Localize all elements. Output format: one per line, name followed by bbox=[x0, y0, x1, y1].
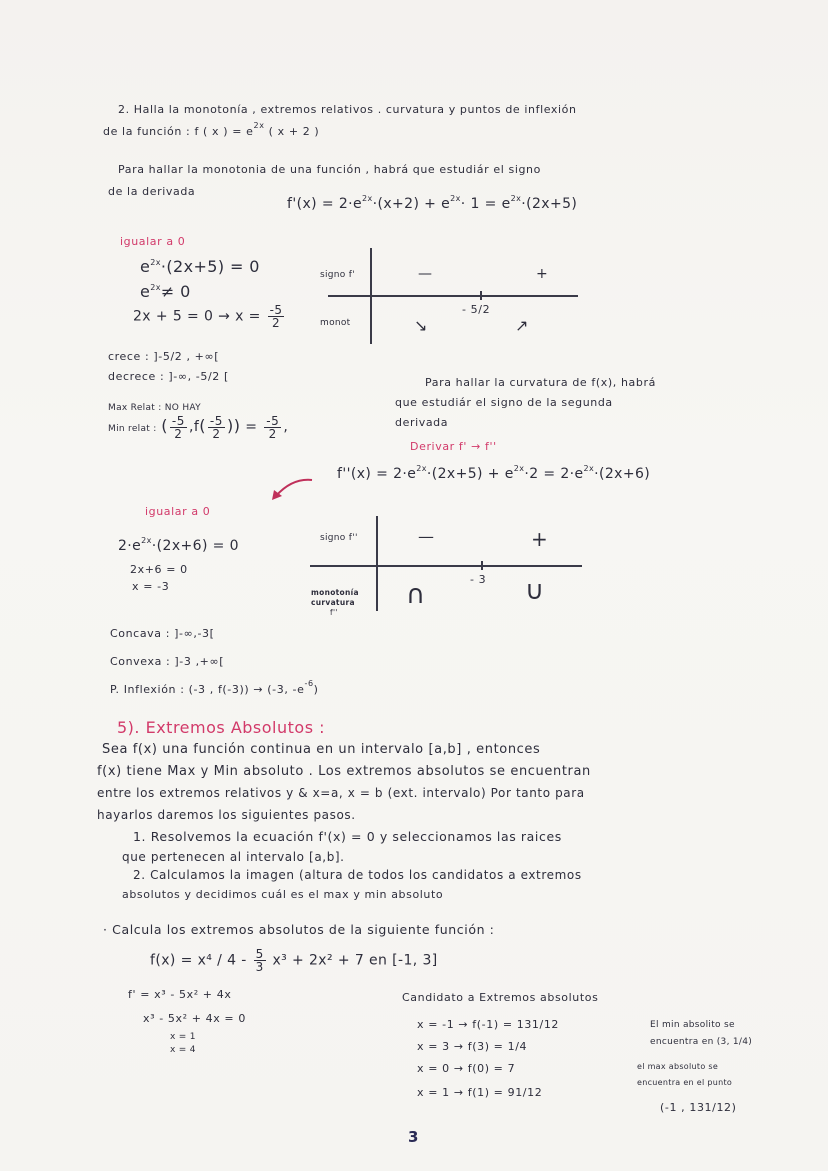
example-derivative: f' = x³ - 5x² + 4x bbox=[128, 988, 232, 1001]
example-function: f(x) = x⁴ / 4 - $\frac{5}{3}$ x³ + 2x² + 7 en [-1, 3] bbox=[150, 947, 438, 974]
row-label-sign: signo f' bbox=[320, 270, 356, 280]
min-note-line1: El min absolito se bbox=[650, 1020, 735, 1030]
exercise-title-line1: 2. Halla la monotonía , extremos relativos . curvatura y puntos de inflexión bbox=[118, 103, 577, 116]
max-note-line3: (-1 , 131/12) bbox=[660, 1101, 737, 1114]
example-root-1: x = 1 bbox=[170, 1032, 196, 1042]
concave-up-icon: ∪ bbox=[525, 576, 545, 606]
row-label-monotony: monotonía bbox=[311, 588, 359, 597]
equation-5: 2x+6 = 0 bbox=[130, 563, 188, 576]
sign-positive: + bbox=[531, 527, 549, 551]
section-heading-absolute-extrema: 5). Extremos Absolutos : bbox=[117, 718, 325, 737]
concave-interval: Concava : ]-∞,-3[ bbox=[110, 627, 215, 640]
section5-paragraph-line3: entre los extremos relativos y & x=a, x = b (ext. intervalo) Por tanto para bbox=[97, 786, 585, 800]
row-label-monotony: monot bbox=[320, 318, 351, 328]
min-relative: Min relat : ( $\frac{-5}{2}$ ,f( $\frac{-5}{2}$ )) = $\frac{-5}{2}$ , bbox=[108, 414, 289, 441]
candidate-item: x = 3 → f(3) = 1/4 bbox=[417, 1040, 528, 1053]
concave-down-icon: ∩ bbox=[406, 580, 426, 610]
step2-line2: absolutos y decidimos cuál es el max y min absoluto bbox=[122, 888, 444, 901]
candidates-title: Candidato a Extremos absolutos bbox=[402, 991, 599, 1004]
example-root-2: x = 4 bbox=[170, 1045, 196, 1055]
sign-negative: — bbox=[418, 527, 435, 546]
equation-6: x = -3 bbox=[132, 580, 170, 593]
equation-1: $e^{2x}\cdot(2x+5) = 0$ bbox=[140, 257, 260, 276]
row-label-f2: f'' bbox=[330, 608, 338, 617]
sign-negative: — bbox=[418, 266, 433, 282]
curvature-intro-line2: que estudiár el signo de la segunda bbox=[395, 396, 613, 409]
increasing-arrow-icon: ↗ bbox=[515, 316, 529, 335]
step2-line1: 2. Calculamos la imagen (altura de todos los candidatos a extremos bbox=[133, 868, 582, 882]
first-derivative: $f'(x) = 2\cdot e^{2x}\cdot(x+2) + e^{2x}\cdot 1 = e^{2x}\cdot(2x+5)$ bbox=[287, 194, 578, 212]
increasing-interval: crece : ]-5/2 , +∞[ bbox=[108, 350, 220, 363]
row-label-curvature: curvatura bbox=[311, 598, 355, 607]
table-horizontal-axis bbox=[310, 565, 582, 567]
section5-paragraph-line2: f(x) tiene Max y Min absoluto . Los extremos absolutos se encuentran bbox=[97, 764, 591, 779]
second-derivative: $f''(x) = 2\cdot e^{2x}\cdot(2x+5) + e^{2x}\cdot 2 = 2\cdot e^{2x}\cdot(2x+6)$ bbox=[337, 464, 651, 482]
max-note-line1: el max absoluto se bbox=[637, 1062, 719, 1071]
decreasing-interval: decrece : ]-∞, -5/2 [ bbox=[108, 370, 229, 383]
min-note-line2: encuentra en (3, 1/4) bbox=[650, 1037, 753, 1047]
equal-zero-label-2: igualar a 0 bbox=[145, 505, 211, 518]
curvature-intro-line3: derivada bbox=[395, 416, 449, 429]
convex-interval: Convexa : ]-3 ,+∞[ bbox=[110, 655, 225, 668]
exercise-title-line2: de la función : f ( x ) = $e^{2x}$ ( x + 2 ) bbox=[103, 121, 320, 138]
section5-paragraph-line1: Sea f(x) una función continua en un intervalo [a,b] , entonces bbox=[102, 742, 541, 757]
fraction: $\frac{-5}{2}$ bbox=[269, 303, 283, 330]
critical-tick bbox=[481, 561, 483, 570]
max-relative: Max Relat : NO HAY bbox=[108, 403, 201, 413]
curvature-intro-line1: Para hallar la curvatura de f(x), habrá bbox=[425, 376, 656, 389]
candidate-item: x = 0 → f(0) = 7 bbox=[417, 1062, 516, 1075]
equation-3: 2x + 5 = 0 → x = $\frac{-5}{2}$ bbox=[133, 303, 283, 330]
critical-point-label: - 3 bbox=[470, 573, 487, 586]
sign-positive: + bbox=[536, 266, 549, 282]
table-vertical-axis bbox=[376, 516, 378, 611]
candidate-item: x = 1 → f(1) = 91/12 bbox=[417, 1086, 543, 1099]
intro-line2: de la derivada bbox=[108, 185, 196, 198]
section5-paragraph-line4: hayarlos daremos los siguientes pasos. bbox=[97, 808, 356, 822]
max-note-line2: encuentra en el punto bbox=[637, 1078, 733, 1087]
critical-point-label: - 5/2 bbox=[462, 303, 491, 316]
step1-line2: que pertenecen al intervalo [a,b]. bbox=[122, 850, 345, 864]
inflection-point: P. Inflexión : (-3 , f(-3)) → (-3, $-e^{-6}$) bbox=[110, 679, 319, 696]
decreasing-arrow-icon: ↘ bbox=[414, 316, 428, 335]
equation-2: $e^{2x}\ne 0$ bbox=[140, 282, 191, 301]
page-number: 3 bbox=[408, 1128, 420, 1146]
equal-zero-label: igualar a 0 bbox=[120, 235, 186, 248]
intro-line1: Para hallar la monotonia de una función , habrá que estudiár el signo bbox=[118, 163, 541, 176]
equation-4: $2\cdot e^{2x}\cdot(2x+6) = 0$ bbox=[118, 536, 239, 554]
step1-line1: 1. Resolvemos la ecuación f'(x) = 0 y seleccionamos las raices bbox=[133, 829, 562, 844]
example-equation: x³ - 5x² + 4x = 0 bbox=[143, 1012, 246, 1025]
table-horizontal-axis bbox=[328, 295, 578, 297]
candidate-item: x = -1 → f(-1) = 131/12 bbox=[417, 1018, 560, 1031]
example-prompt: · Calcula los extremos absolutos de la siguiente función : bbox=[103, 922, 495, 937]
row-label-sign: signo f'' bbox=[320, 533, 358, 543]
derive-label: Derivar f' → f'' bbox=[410, 440, 497, 453]
red-arrow-icon bbox=[268, 474, 318, 504]
critical-tick bbox=[480, 291, 482, 300]
